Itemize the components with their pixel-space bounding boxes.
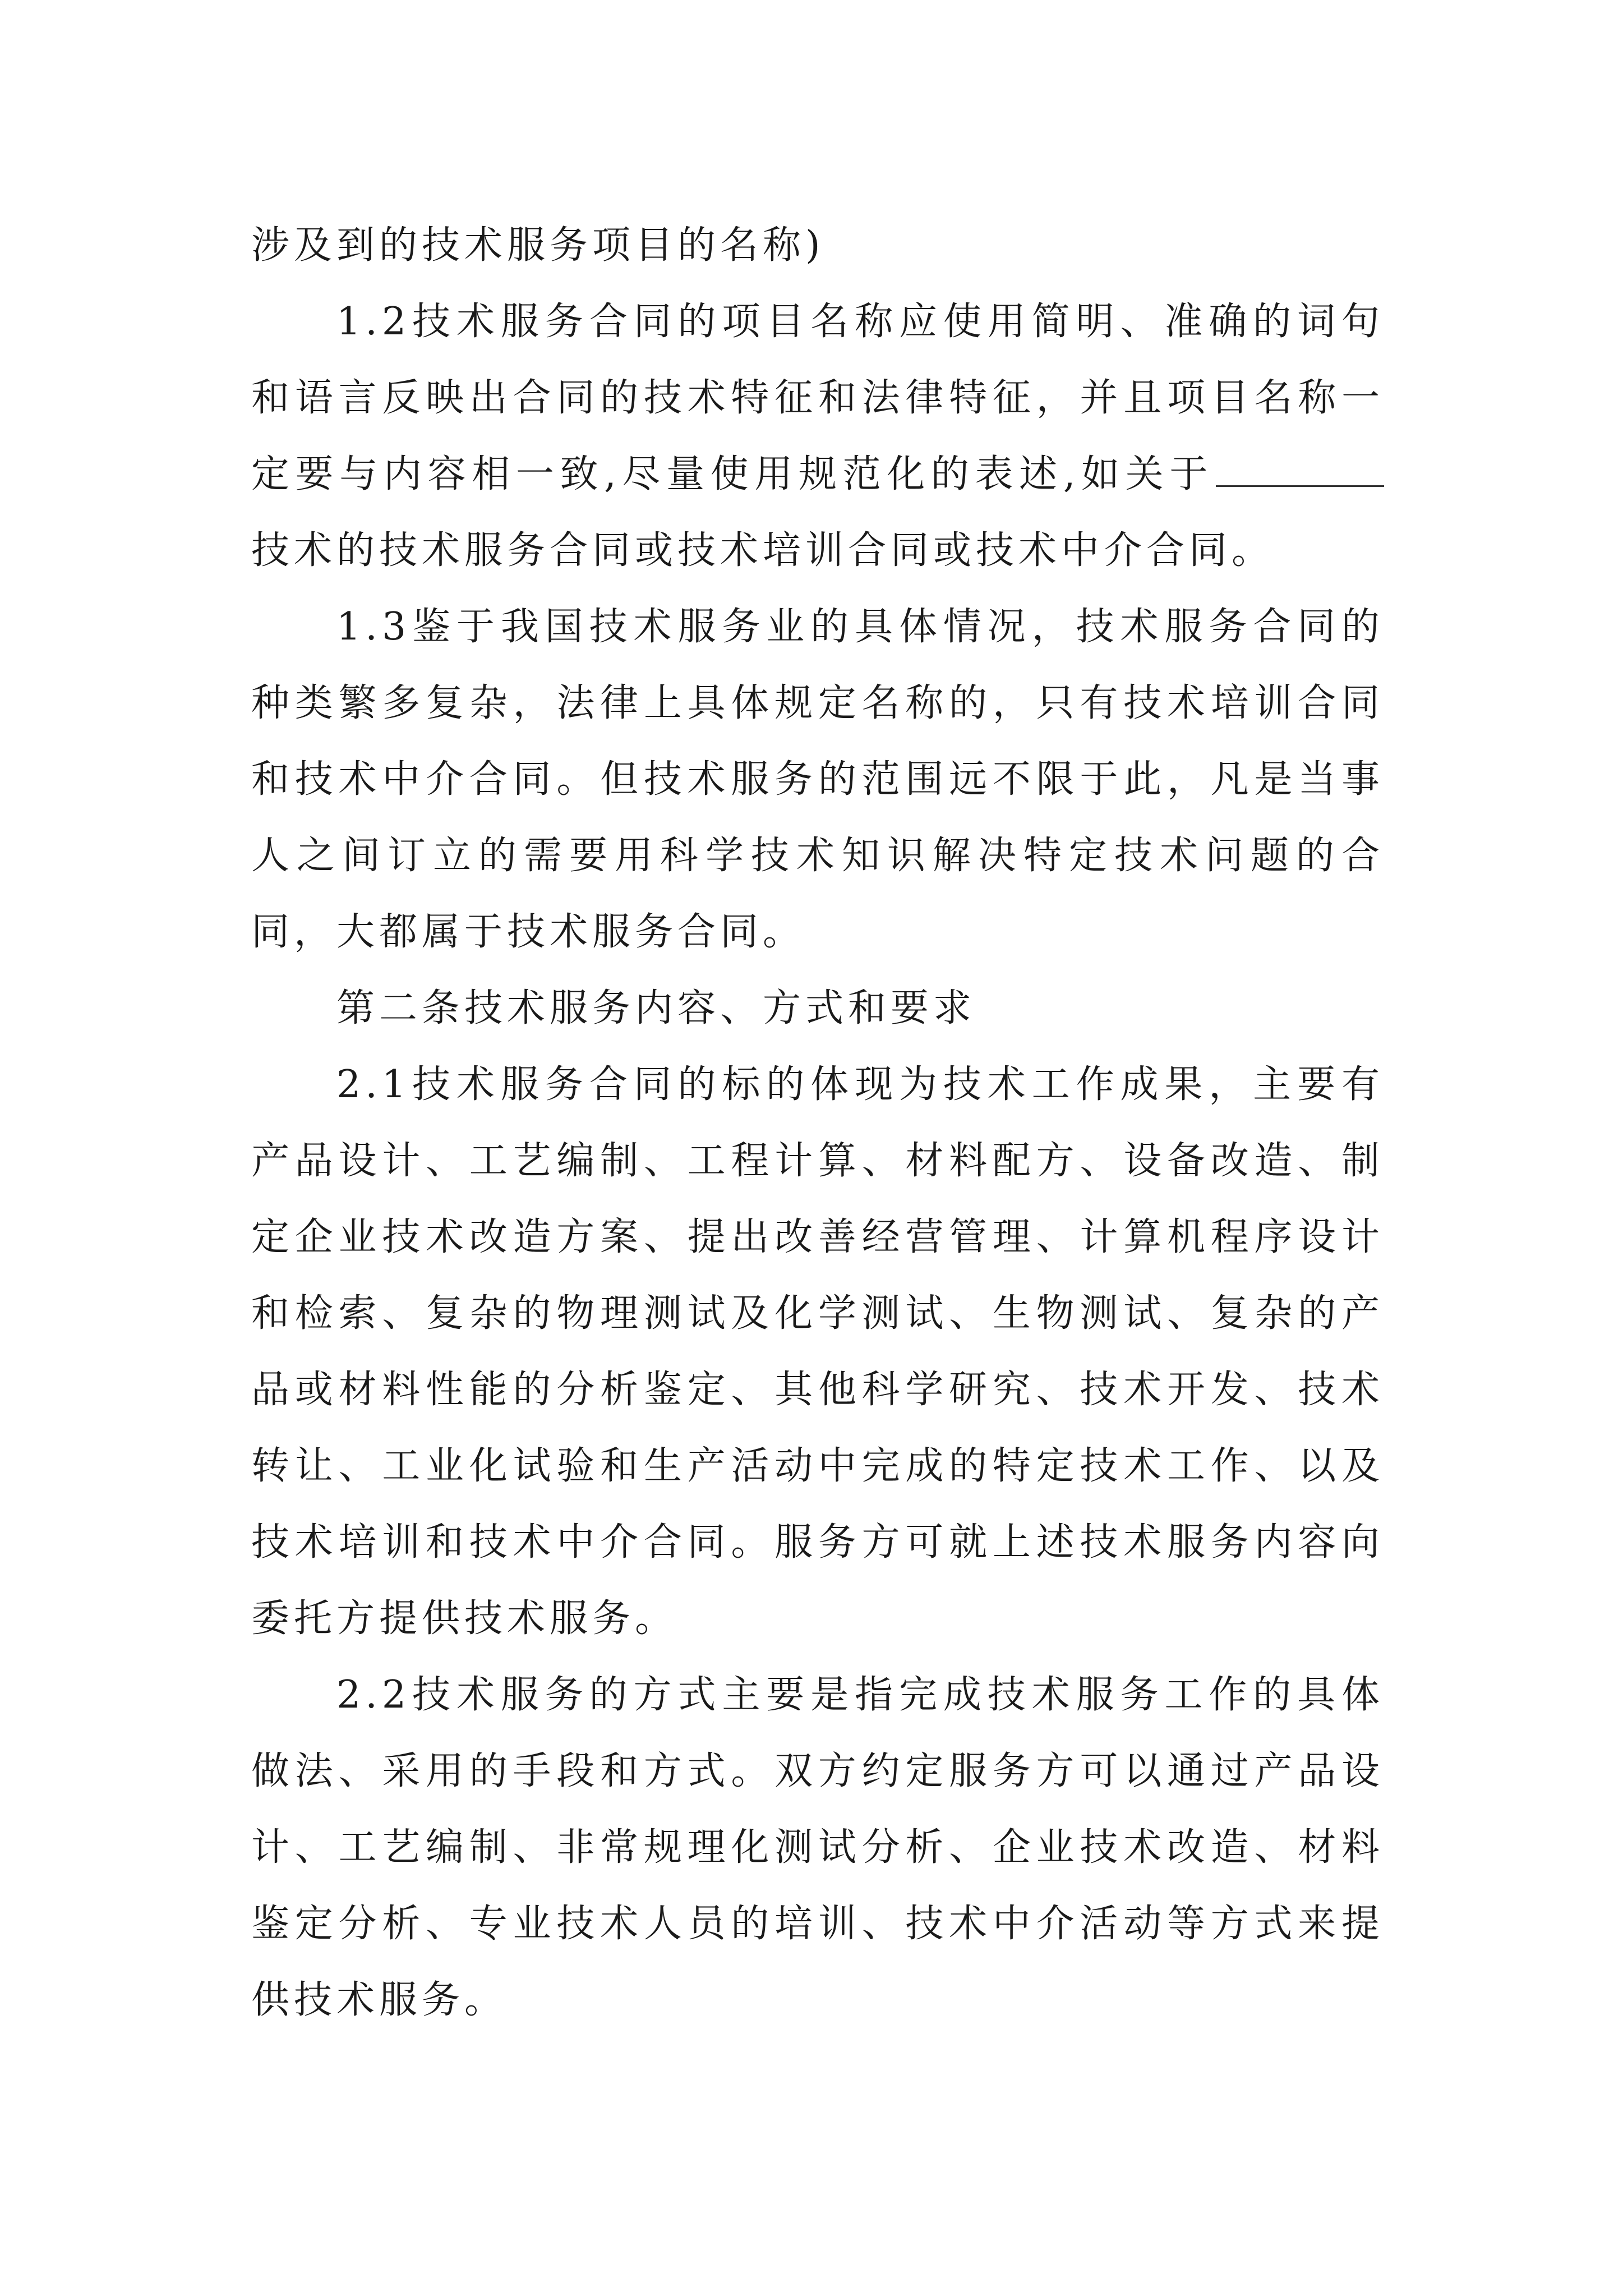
paragraph-2-2 xyxy=(251,1657,1384,2039)
document-body xyxy=(251,208,1384,2039)
paragraph-item-name-continued xyxy=(251,208,1384,284)
article-2-heading xyxy=(251,970,1384,1047)
paragraph-2-1 xyxy=(251,1047,1384,1657)
paragraph-text-after-blank: 技术的技术服务合同或技术培训合同或技术中介合同。 xyxy=(251,528,1275,573)
paragraph-text: 1.2技术服务合同的项目名称应使用简明、准确的词句和语言反映出合同的技术特征和法律特征，并且项目名称一定要与内容相一致,尽量使用规范化的表述,如关于 xyxy=(251,300,1384,496)
heading-text: 第二条技术服务内容、方式和要求 xyxy=(336,986,976,1030)
paragraph-1-2 xyxy=(251,284,1384,589)
paragraph-text: 涉及到的技术服务项目的名称) xyxy=(251,223,825,268)
paragraph-text: 1.3鉴于我国技术服务业的具体情况，技术服务合同的种类繁多复杂，法律上具体规定名称的，只有技术培训合同和技术中介合同。但技术服务的范围远不限于此，凡是当事人之间订立的需要用科学技术知识解决特定技术问题的合同，大都属于技术服务合同。 xyxy=(251,605,1384,954)
paragraph-1-3 xyxy=(251,589,1384,970)
fill-in-blank xyxy=(1216,449,1384,487)
paragraph-text: 2.2技术服务的方式主要是指完成技术服务工作的具体做法、采用的手段和方式。双方约定服务方可以通过产品设计、工艺编制、非常规理化测试分析、企业技术改造、材料鉴定分析、专业技术人员的培训、技术中介活动等方式来提供技术服务。 xyxy=(251,1673,1384,2022)
paragraph-text: 2.1技术服务合同的标的体现为技术工作成果，主要有产品设计、工艺编制、工程计算、材料配方、设备改造、制定企业技术改造方案、提出改善经营管理、计算机程序设计和检索、复杂的物理测试及化学测试、生物测试、复杂的产品或材料性能的分析鉴定、其他科学研究、技术开发、技术转让、工业化试验和生产活动中完成的特定技术工作、以及技术培训和技术中介合同。服务方可就上述技术服务内容向委托方提供技术服务。 xyxy=(251,1062,1384,1641)
